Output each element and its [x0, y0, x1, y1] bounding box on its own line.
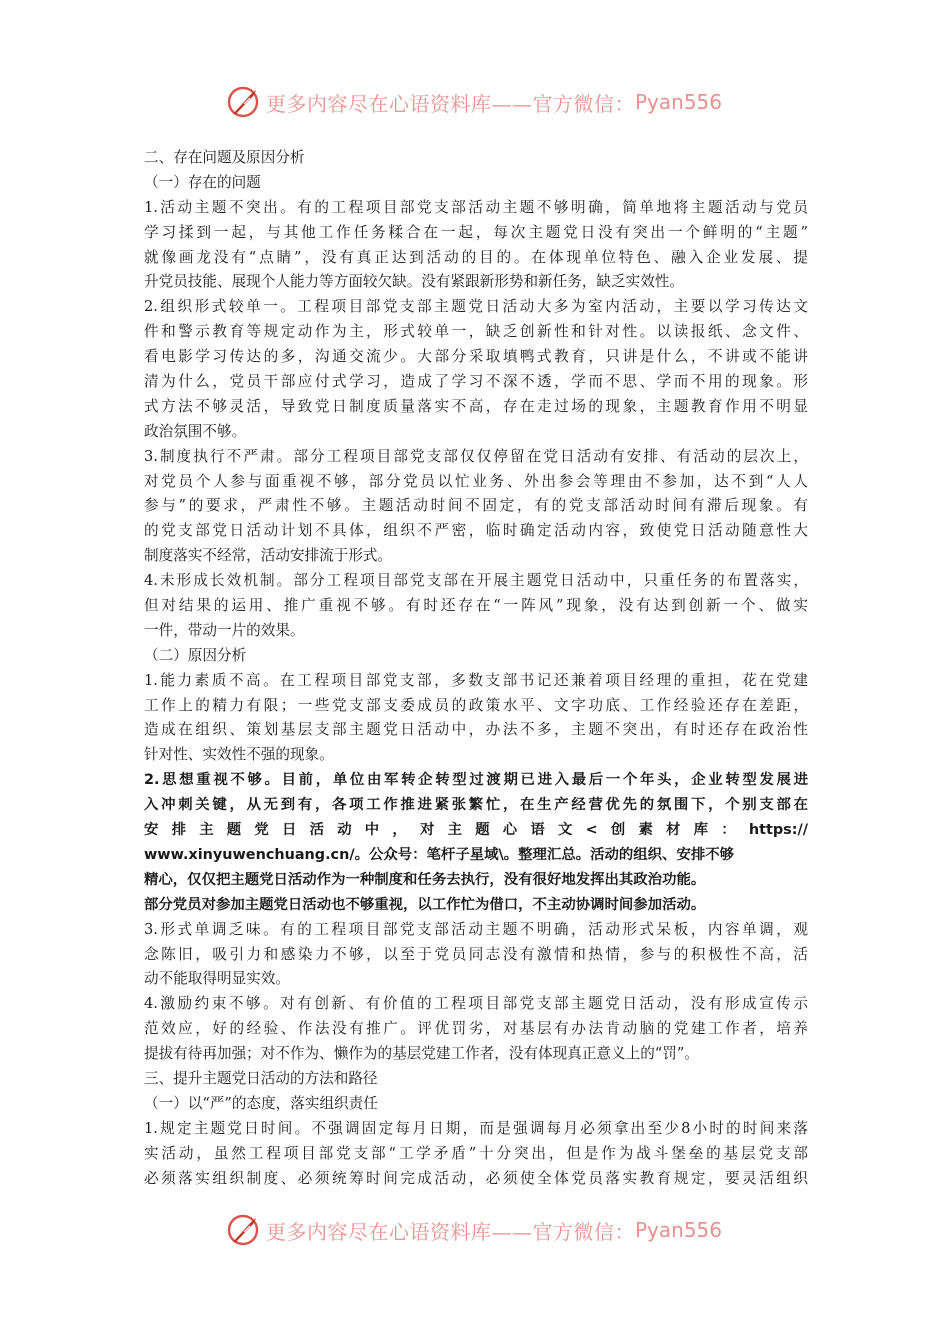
paragraph-line: 3.形式单调乏味。有的工程项目部党支部活动主题不明确，活动形式呆板，内容单调，观 — [144, 920, 808, 938]
paragraph-line: 就像画龙没有“点睛”，没有真正达到活动的目的。在体现单位特色、融入企业发展、提 — [144, 248, 808, 266]
subsection-heading: （一）以“严”的态度，落实组织责任 — [144, 1094, 378, 1112]
header-banner — [226, 82, 746, 122]
paragraph-line: 造成在组织、策划基层支部主题党日活动中，办法不多，主题不突出，有时还存在政治性 — [144, 721, 808, 739]
banner-wechat-id: Pyan556 — [635, 1218, 723, 1242]
paragraph-line: 3.制度执行不严肃。部分工程项目部党支部仅仅停留在党日活动有安排、有活动的层次上， — [144, 447, 808, 465]
paragraph-line: 4.未形成长效机制。部分工程项目部党支部在开展主题党日活动中，只重任务的布置落实， — [144, 572, 808, 590]
paragraph-line: 式方法不够灵活，导致党日制度质量落实不高，存在走过场的现象，主题教育作用不明显 — [144, 397, 808, 415]
paragraph-line: 政治氛围不够。 — [144, 422, 247, 440]
quill-logo-icon — [226, 84, 262, 120]
subsection-heading: （一）存在的问题 — [144, 173, 261, 191]
paragraph-line: 2.组织形式较单一。工程项目部党支部主题党日活动大多为室内活动，主要以学习传达文 — [144, 298, 808, 316]
paragraph-line: 对党员个人参与面重视不够，部分党员以忙业务、外出参会等理由不参加，达不到“人人 — [144, 472, 808, 490]
paragraph-line: 1.规定主题党日时间。不强调固定每月日期，而是强调每月必须拿出至少8小时的时间来落 — [144, 1119, 808, 1137]
paragraph-line: 工作上的精力有限；一些党支部支委成员的政策水平、文字功底、工作经验还存在差距， — [144, 696, 808, 714]
paragraph-line: 动不能取得明显实效。 — [144, 970, 290, 988]
banner-text: 更多内容尽在心语资料库——官方微信： — [266, 91, 635, 116]
banner-wechat-id: Pyan556 — [635, 90, 723, 114]
paragraph-line: 的党支部党日活动计划不具体，组织不严密，临时确定活动内容，致使党日活动随意性大 — [144, 522, 808, 540]
document-body — [144, 146, 808, 1191]
section-heading: 二、存在问题及原因分析 — [144, 149, 305, 166]
paragraph-line: 1.能力素质不高。在工程项目部党支部，多数支部书记还兼着项目经理的重担，花在党建 — [144, 671, 808, 689]
paragraph-line: 清为什么，党员干部应付式学习，造成了学习不深不透，学而不思、学而不用的现象。形 — [144, 373, 808, 391]
paragraph-line: 看电影学习传达的多，沟通交流少。大部分采取填鸭式教育，只讲是什么，不讲或不能讲 — [144, 348, 808, 366]
paragraph-line-sans: 部分党员对参加主题党日活动也不够重视，以工作忙为借口，不主动协调时间参加活动。 — [144, 896, 706, 913]
paragraph-line-sans: 精心，仅仅把主题党日活动作为一种制度和任务去执行，没有很好地发挥出其政治功能。 — [144, 871, 706, 888]
paragraph-line: 提拔有待再加强；对不作为、懒作为的基层党建工作者，没有体现真正意义上的“罚”。 — [144, 1045, 699, 1063]
paragraph-line: 范效应，好的经验、作法没有推广。评优罚劣，对基层有办法肯动脑的党建工作者，培养 — [144, 1020, 808, 1038]
paragraph-line: 参与”的要求，严肃性不够。主题活动时间不固定，有的党支部活动时间有滞后现象。有 — [144, 497, 808, 515]
paragraph-line: 4.激励约束不够。对有创新、有价值的工程项目部党支部主题党日活动，没有形成宣传示 — [144, 995, 808, 1013]
paragraph-line: 升党员技能、展现个人能力等方面较欠缺。没有紧跟新形势和新任务，缺乏实效性。 — [144, 273, 684, 291]
footer-banner — [226, 1210, 746, 1250]
paragraph-line-sans: 入冲刺关键，从无到有，各项工作推进紧张繁忙，在生产经营优先的氛围下，个别支部在 — [144, 797, 808, 814]
subsection-heading: （二）原因分析 — [144, 646, 247, 664]
paragraph-line: 制度落实不经常，活动安排流于形式。 — [144, 547, 393, 565]
quill-logo-icon — [226, 1212, 262, 1248]
paragraph-line: 1.活动主题不突出。有的工程项目部党支部活动主题不够明确，简单地将主题活动与党员 — [144, 198, 808, 216]
paragraph-line: 必须落实组织制度、必须统筹时间完成活动，必须使全体党员落实教育规定，要灵活组织 — [144, 1169, 808, 1187]
banner-text: 更多内容尽在心语资料库——官方微信： — [266, 1219, 635, 1244]
paragraph-line: 学习揉到一起，与其他工作任务糅合在一起，每次主题党日没有突出一个鲜明的“主题” — [144, 223, 808, 241]
paragraph-line-sans: www.xinyuwenchuang.cn/。公众号：笔杆子星域\。整理汇总。活动的组织、安排不够 — [144, 846, 735, 863]
paragraph-line-sans: 安排主题党日活动中，对主题心语文<创素材库：https:// — [144, 822, 808, 839]
paragraph-line: 实活动，虽然工程项目部党支部“工学矛盾”十分突出，但是作为战斗堡垒的基层党支部 — [144, 1144, 808, 1162]
paragraph-line: 件和警示教育等规定动作为主，形式较单一，缺乏创新性和针对性。以读报纸、念文件、 — [144, 323, 808, 341]
paragraph-line-sans: 2.思想重视不够。目前，单位由军转企转型过渡期已进入最后一个年头，企业转型发展进 — [144, 772, 808, 789]
paragraph-line: 一件，带动一片的效果。 — [144, 621, 305, 639]
paragraph-line: 念陈旧，吸引力和感染力不够，以至于党员同志没有激情和热情，参与的积极性不高，活 — [144, 945, 808, 963]
section-heading: 三、提升主题党日活动的方法和路径 — [144, 1069, 378, 1087]
paragraph-line: 但对结果的运用、推广重视不够。有时还存在“一阵风”现象，没有达到创新一个、做实 — [144, 597, 808, 615]
paragraph-line: 针对性、实效性不强的现象。 — [144, 746, 334, 764]
